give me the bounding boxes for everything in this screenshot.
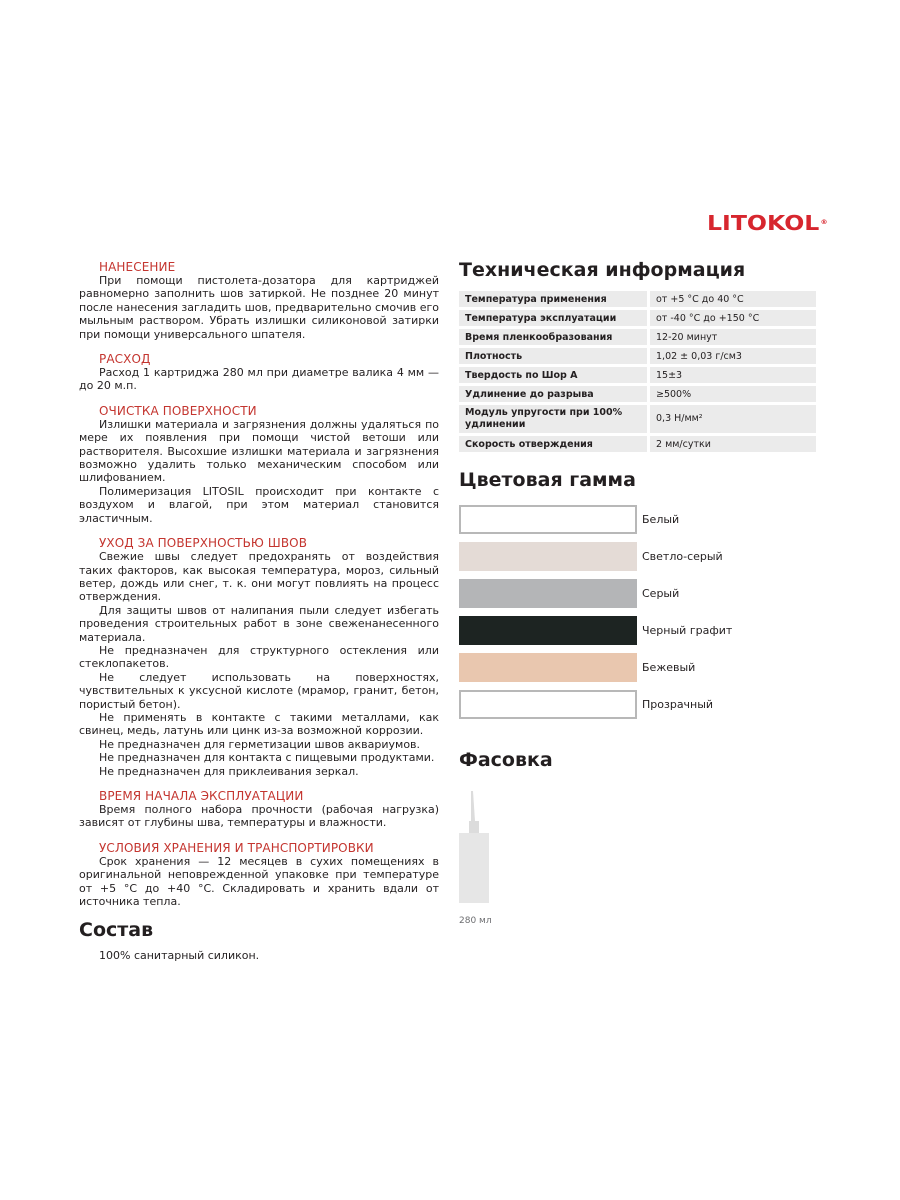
tech-info-table: [459, 288, 816, 455]
section-paragraph: При помощи пистолета-дозатора для картриджей равномерно заполнить шов затиркой. Не позднее 20 минут после нанесения загладить шов, предварительно смочив его мыльным раствором. Убрать излишки силиконовой затирки при помощи универсального шпателя.: [79, 274, 439, 341]
tech-row: [459, 348, 816, 364]
section-paragraph: Время полного набора прочности (рабочая нагрузка) зависят от глубины шва, температуры и влажности.: [79, 803, 439, 830]
instruction-section: [79, 841, 439, 909]
tech-row: [459, 310, 816, 326]
tech-row: [459, 329, 816, 345]
section-paragraph: Не предназначен для герметизации швов аквариумов.: [99, 737, 421, 751]
section-paragraph: Свежие швы следует предохранять от воздействия таких факторов, как высокая температура, мороз, сильный ветер, дождь или снег, т. к. они могут повлиять на процесс отверждения.: [79, 550, 439, 604]
color-item: [459, 690, 817, 719]
cartridge-icon: [459, 791, 489, 906]
section-paragraph: Не предназначен для приклеивания зеркал.: [99, 764, 359, 778]
tech-value: от -40 °С до +150 °С: [650, 310, 816, 326]
instruction-section: [79, 789, 439, 830]
section-title: УХОД ЗА ПОВЕРХНОСТЬЮ ШВОВ: [99, 536, 308, 551]
section-paragraph: Не применять в контакте с такими металлами, как свинец, медь, латунь или цинк из-за возможной коррозии.: [79, 710, 439, 738]
tech-row: [459, 436, 816, 452]
tech-value: 0,3 Н/мм²: [650, 405, 816, 433]
tech-key: Твердость по Шор А: [459, 367, 650, 383]
tech-info-title: Техническая информация: [459, 259, 746, 281]
tech-key: Время пленкообразования: [459, 329, 650, 345]
section-paragraph: Не предназначен для структурного остекления или стеклопакетов.: [79, 643, 439, 671]
tech-value: от +5 °С до 40 °С: [650, 291, 816, 307]
instruction-section: [79, 404, 439, 525]
color-name: Светло-серый: [642, 550, 723, 563]
packaging-title: Фасовка: [459, 749, 553, 771]
section-title: РАСХОД: [99, 352, 151, 367]
section-paragraph: Не предназначен для контакта с пищевыми продуктами.: [99, 751, 435, 765]
composition-text: 100% санитарный силикон.: [99, 949, 260, 963]
tech-key: Плотность: [459, 348, 650, 364]
tech-value: ≥500%: [650, 386, 816, 402]
brand-logo: [707, 209, 837, 237]
color-swatch: [459, 579, 637, 608]
brand-name: LITOKOL: [707, 211, 820, 235]
color-item: [459, 579, 817, 608]
color-swatch: [459, 653, 637, 682]
color-range-title: Цветовая гамма: [459, 469, 636, 491]
tech-row: [459, 386, 816, 402]
instruction-sections: [79, 260, 439, 908]
color-item: [459, 505, 817, 534]
left-column: [79, 260, 439, 962]
packaging-label: 280 мл: [459, 916, 492, 926]
instruction-section: [79, 352, 439, 393]
section-paragraph: Срок хранения — 12 месяцев в сухих помещениях в оригинальной неповрежденной упаковке при температуре от +5 °С до +40 °С. Складировать и хранить вдали от источника тепла.: [79, 854, 439, 909]
color-name: Черный графит: [642, 624, 733, 637]
tech-row: [459, 291, 816, 307]
section-title: НАНЕСЕНИЕ: [99, 260, 176, 274]
tech-key: Температура эксплуатации: [459, 310, 650, 326]
right-column: [459, 259, 817, 926]
color-name: Бежевый: [642, 661, 696, 674]
registered-mark: ®: [820, 219, 828, 226]
tech-row: [459, 367, 816, 383]
section-paragraph: Для защиты швов от налипания пыли следует избегать проведения строительных работ в зоне свеженанесенного материала.: [79, 603, 439, 644]
color-name: Белый: [642, 513, 680, 526]
color-item: [459, 542, 817, 571]
color-swatch: [459, 690, 637, 719]
tech-key: Температура применения: [459, 291, 650, 307]
tech-value: 12-20 минут: [650, 329, 816, 345]
composition-title: Состав: [79, 919, 154, 942]
tech-value: 2 мм/сутки: [650, 436, 816, 452]
tech-key: Удлинение до разрыва: [459, 386, 650, 402]
section-paragraph: Излишки материала и загрязнения должны удаляться по мере их появления при помощи чистой ветоши или растворителя. Высохшие излишки материала и загрязнения возможно удалить только механическим способом или шлифованием.: [79, 417, 439, 485]
section-paragraph: Не следует использовать на поверхностях, чувствительных к уксусной кислоте (мрамор, гранит, бетон, пористый бетон).: [79, 670, 439, 711]
tech-key: Скорость отверждения: [459, 436, 650, 452]
color-item: [459, 653, 817, 682]
instruction-section: [79, 260, 439, 341]
section-paragraph: Полимеризация LITOSIL происходит при контакте с воздухом и влагой, при этом материал становится эластичным.: [79, 484, 439, 525]
color-name: Серый: [642, 587, 680, 600]
color-swatch: [459, 505, 637, 534]
section-paragraph: Расход 1 картриджа 280 мл при диаметре валика 4 мм — до 20 м.п.: [79, 366, 439, 393]
color-swatch: [459, 616, 637, 645]
color-item: [459, 616, 817, 645]
instruction-section: [79, 536, 439, 778]
section-title: ВРЕМЯ НАЧАЛА ЭКСПЛУАТАЦИИ: [99, 789, 304, 803]
color-swatch: [459, 542, 637, 571]
tech-key: Модуль упругости при 100% удлинении: [459, 405, 650, 433]
section-title: ОЧИСТКА ПОВЕРХНОСТИ: [99, 403, 257, 418]
tech-row: [459, 405, 816, 433]
tech-value: 1,02 ± 0,03 г/см3: [650, 348, 816, 364]
section-title: УСЛОВИЯ ХРАНЕНИЯ И ТРАНСПОРТИРОВКИ: [99, 840, 374, 855]
tech-value: 15±3: [650, 367, 816, 383]
color-swatch-list: [459, 505, 817, 719]
color-name: Прозрачный: [642, 698, 714, 711]
